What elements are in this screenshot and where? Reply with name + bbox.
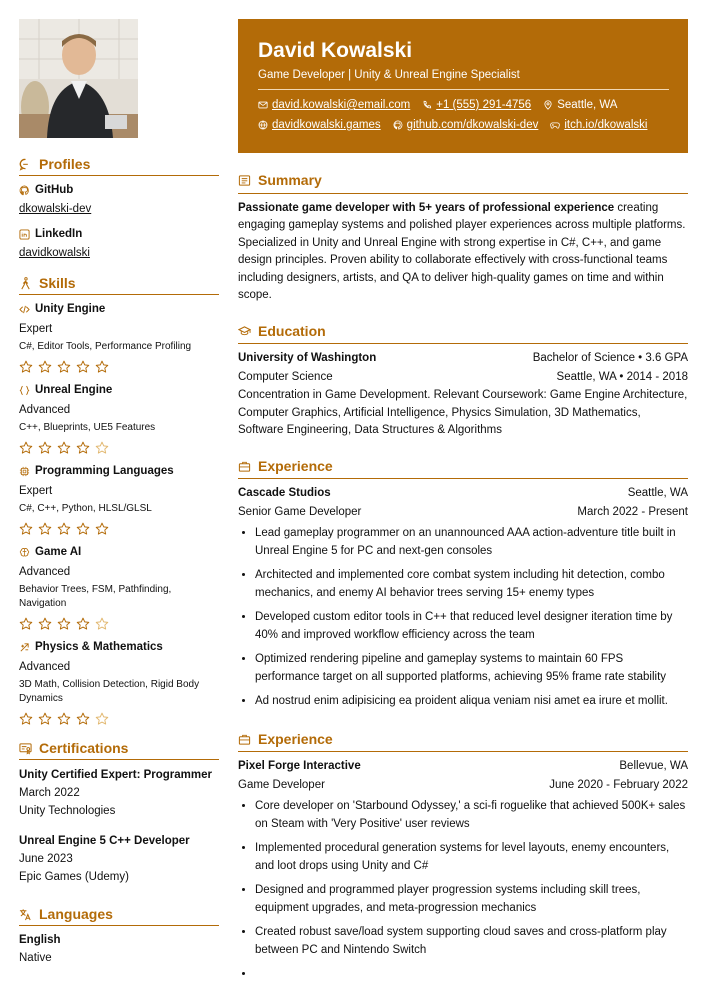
email-link[interactable]: david.kowalski@email.com xyxy=(272,99,411,111)
company-name: Pixel Forge Interactive xyxy=(238,760,361,772)
profiles-heading: Profiles xyxy=(19,156,219,176)
skill-item xyxy=(19,463,219,536)
star-icon xyxy=(38,617,52,631)
person-walking-icon xyxy=(19,277,32,290)
math-icon xyxy=(19,642,30,653)
skill-keywords: 3D Math, Collision Detection, Rigid Body Dynamics xyxy=(19,679,200,704)
star-icon xyxy=(57,441,71,455)
skill-item xyxy=(19,544,219,631)
gamepad-icon xyxy=(550,120,560,130)
star-icon xyxy=(19,360,33,374)
star-icon xyxy=(19,441,33,455)
certifications-heading: Certifications xyxy=(19,740,219,760)
experience-bullet: • Designed and programmed player progression systems including skill trees, equipment upgrades, and meta-progression mechanics xyxy=(255,882,688,917)
header-banner xyxy=(238,19,688,153)
skill-item xyxy=(19,382,219,455)
cpu-icon xyxy=(19,466,30,477)
skill-level: Advanced xyxy=(19,566,71,578)
experience-bullet: • Core developer on 'Starbound Odyssey,' a sci-fi roguelike that achieved 500K+ sales on Steam with 'Very Positive' user reviews xyxy=(255,798,688,833)
language-item: English Native xyxy=(19,934,61,964)
experience-bullets xyxy=(238,798,688,984)
skill-level: Expert xyxy=(19,323,53,335)
date-range: June 2020 - February 2022 xyxy=(549,778,688,791)
graduation-cap-icon xyxy=(238,325,251,338)
skill-level: Advanced xyxy=(19,404,71,416)
company-name: Cascade Studios xyxy=(238,487,331,499)
github-icon xyxy=(393,120,403,130)
skills-section xyxy=(19,275,219,726)
experience-heading: Experience xyxy=(238,458,688,480)
star-icon xyxy=(19,617,33,631)
date-range: March 2022 - Present xyxy=(577,505,688,518)
skill-item xyxy=(19,301,219,374)
experience-bullet: • Ad nostrud enim adipisicing ea proident aliqua veniam nisi amet ea irure et mollit. xyxy=(255,693,688,711)
star-icon xyxy=(57,360,71,374)
profile-item: LinkedIn davidkowalski xyxy=(19,226,219,261)
star-icon xyxy=(95,712,109,726)
itch-link[interactable]: itch.io/dkowalski xyxy=(564,119,648,131)
github-profile-link[interactable]: dkowalski-dev xyxy=(19,203,92,215)
skill-keywords: C++, Blueprints, UE5 Features xyxy=(19,422,156,433)
translate-icon xyxy=(19,908,32,921)
chat-bubble-icon xyxy=(19,158,32,171)
star-icon xyxy=(57,712,71,726)
website-link[interactable]: davidkowalski.games xyxy=(272,119,381,131)
degree: Bachelor of Science • 3.6 GPA xyxy=(532,352,688,364)
star-icon xyxy=(38,441,52,455)
position-title: Senior Game Developer xyxy=(238,505,362,518)
skill-keywords: C#, Editor Tools, Performance Profiling xyxy=(19,341,192,352)
summary-text: Passionate game developer with 5+ years of professional experience creating engaging gameplay systems and polished player experiences across multiple platforms. Specialized in Unity and Unreal Engine with strong expertise in C#, C++, and game design principles. Proven ability to collaborate effectively with cross-functional teams including designers, artists, and QA to deliver high-quality games on time and within scope. xyxy=(238,201,686,301)
linkedin-profile-link[interactable]: davidkowalski xyxy=(19,247,90,259)
candidate-name: David Kowalski xyxy=(258,39,413,62)
certifications-section xyxy=(19,740,219,886)
location-pin-icon xyxy=(543,100,553,110)
certification-item: Unity Certified Expert: Programmer March 2022 Unity Technologies xyxy=(19,769,212,817)
linkedin-icon xyxy=(19,229,30,240)
star-icon xyxy=(95,360,109,374)
experience-bullets xyxy=(238,525,688,711)
star-icon xyxy=(57,522,71,536)
profiles-section xyxy=(19,156,219,261)
skill-rating xyxy=(19,360,219,374)
github-link[interactable]: github.com/dkowalski-dev xyxy=(406,119,539,131)
skill-rating xyxy=(19,441,219,455)
experience-section xyxy=(238,458,688,711)
experience-bullet: • Implemented procedural generation systems for level layouts, enemy encounters, and loot drops using Unity and C# xyxy=(255,840,688,875)
experience-heading: Experience xyxy=(238,731,688,753)
star-icon xyxy=(76,360,90,374)
skill-name: Game AI xyxy=(35,546,82,558)
experience-bullet xyxy=(255,966,688,984)
skill-level: Expert xyxy=(19,485,53,497)
star-icon xyxy=(95,441,109,455)
star-icon xyxy=(76,522,90,536)
skill-keywords: Behavior Trees, FSM, Pathfinding, Navigation xyxy=(19,584,172,609)
briefcase-icon xyxy=(238,460,251,473)
star-icon xyxy=(19,522,33,536)
sidebar xyxy=(19,156,219,980)
globe-icon xyxy=(258,120,268,130)
experience-section xyxy=(238,731,688,984)
star-icon xyxy=(19,712,33,726)
experience-bullet: • Lead gameplay programmer on an unannounced AAA action-adventure title built in Unreal Engine 5 for PC and next-gen consoles xyxy=(255,525,688,560)
experience-bullet: • Created robust save/load system supporting cloud saves and cross-platform play between PC and Nintendo Switch xyxy=(255,924,688,959)
main-content xyxy=(238,172,688,998)
skills-list xyxy=(19,301,219,726)
skill-keywords: C#, C++, Python, HLSL/GLSL xyxy=(19,503,152,514)
star-icon xyxy=(76,441,90,455)
institution: University of Washington xyxy=(238,352,377,364)
languages-section xyxy=(19,906,219,966)
skill-name: Unreal Engine xyxy=(35,384,113,396)
field-of-study: Computer Science xyxy=(238,370,333,383)
star-icon xyxy=(38,522,52,536)
skill-name: Physics & Mathematics xyxy=(35,641,163,653)
github-icon xyxy=(19,185,30,196)
skill-name: Programming Languages xyxy=(35,465,174,477)
star-icon xyxy=(38,360,52,374)
code-icon xyxy=(19,304,30,315)
location-text: Seattle, WA xyxy=(557,99,618,111)
summary-section xyxy=(238,172,688,305)
envelope-icon xyxy=(258,100,268,110)
company-location: Bellevue, WA xyxy=(619,760,688,772)
skill-rating xyxy=(19,617,219,631)
experience-bullet: • Developed custom editor tools in C++ that reduced level designer iteration time by 40% and improved workflow efficiency across the team xyxy=(255,609,688,644)
summary-heading: Summary xyxy=(238,172,688,194)
education-location-date: Seattle, WA • 2014 - 2018 xyxy=(556,370,688,383)
education-description: Concentration in Game Development. Relevant Coursework: Game Engine Architecture, Computer Graphics, Artificial Intelligence, Physics Simulation, 3D Mathematics, Software Engineering, Data Structures & Algorithms xyxy=(238,389,688,436)
braces-icon xyxy=(19,385,30,396)
brain-icon xyxy=(19,547,30,558)
briefcase-icon xyxy=(238,733,251,746)
star-icon xyxy=(76,617,90,631)
document-icon xyxy=(238,174,251,187)
certificate-icon xyxy=(19,742,32,755)
skill-name: Unity Engine xyxy=(35,303,106,315)
education-section xyxy=(238,323,688,440)
profile-item: GitHub dkowalski-dev xyxy=(19,182,219,217)
skills-heading: Skills xyxy=(19,275,219,295)
education-heading: Education xyxy=(238,323,688,345)
certification-item: Unreal Engine 5 C++ Developer June 2023 Epic Games (Udemy) xyxy=(19,835,190,883)
star-icon xyxy=(38,712,52,726)
phone-icon xyxy=(422,100,432,110)
skill-level: Advanced xyxy=(19,661,71,673)
star-icon xyxy=(95,617,109,631)
headline: Game Developer | Unity & Unreal Engine Specialist xyxy=(258,69,669,90)
skill-item xyxy=(19,639,219,726)
company-location: Seattle, WA xyxy=(627,487,688,499)
phone-link[interactable]: +1 (555) 291-4756 xyxy=(436,99,532,111)
languages-heading: Languages xyxy=(19,906,219,926)
experience-bullet: • Optimized rendering pipeline and gameplay systems to maintain 60 FPS performance target on all supported platforms, achieving 95% frame rate stability xyxy=(255,651,688,686)
profile-photo xyxy=(19,19,138,138)
star-icon xyxy=(57,617,71,631)
contact-info xyxy=(258,95,669,135)
star-icon xyxy=(95,522,109,536)
position-title: Game Developer xyxy=(238,778,325,791)
experience-bullet: • Architected and implemented core combat system including hit detection, combo mechanics, and enemy AI behavior trees serving 15+ enemy types xyxy=(255,567,688,602)
skill-rating xyxy=(19,712,219,726)
experience-list xyxy=(238,458,688,984)
skill-rating xyxy=(19,522,219,536)
star-icon xyxy=(76,712,90,726)
